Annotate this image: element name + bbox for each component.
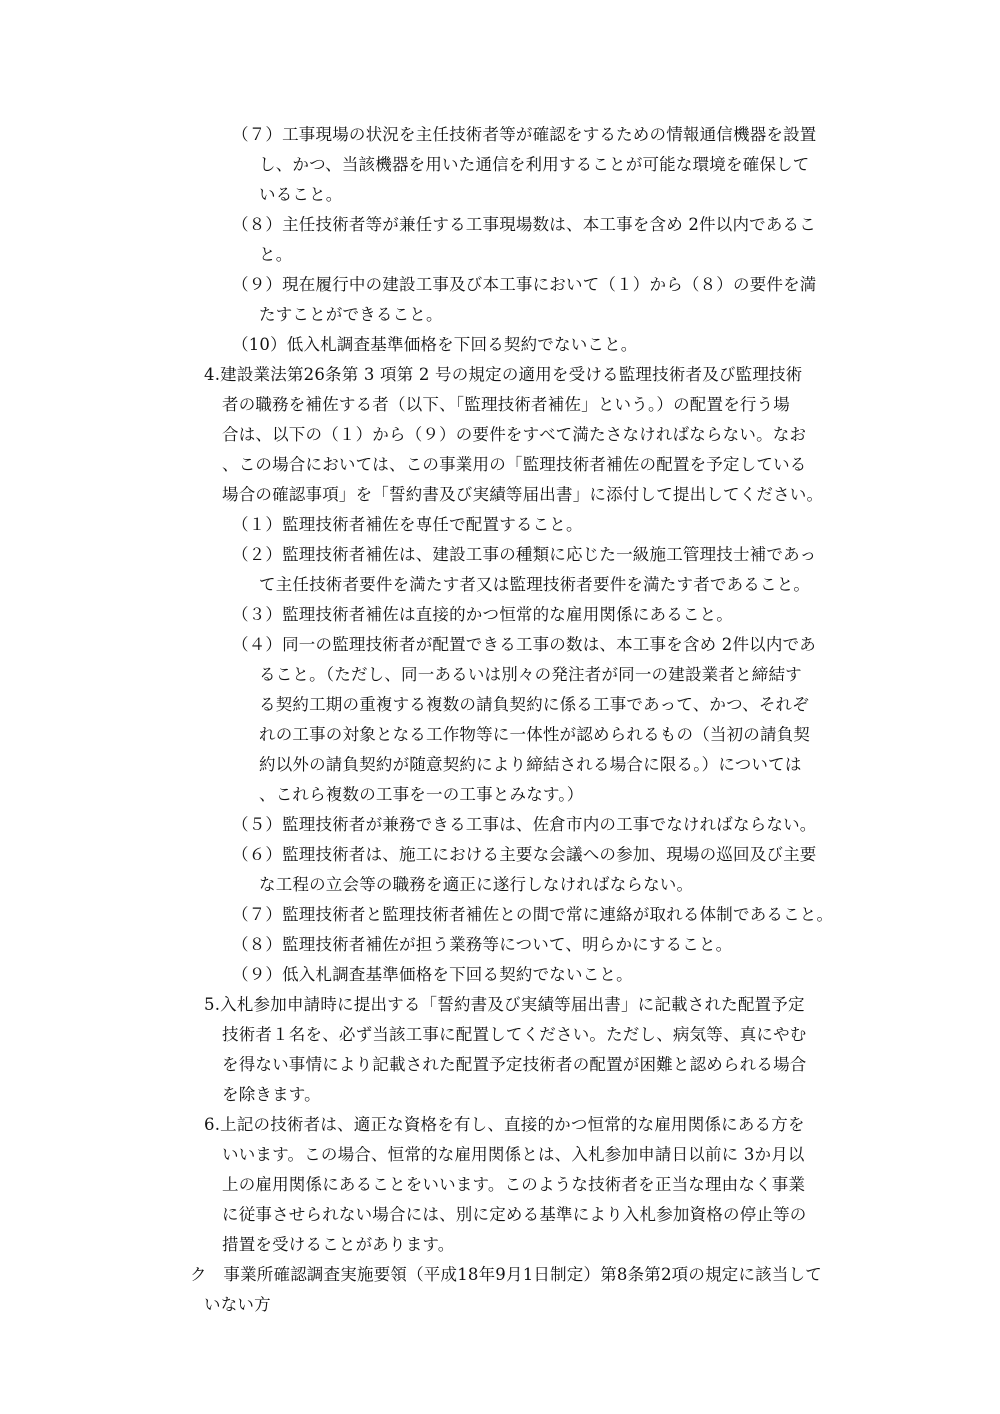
text-line: に従事させられない場合には、別に定める基準により入札参加資格の停止等の — [222, 1205, 807, 1224]
text-line: （７）工事現場の状況を主任技術者等が確認をするための情報通信機器を設置 — [232, 125, 817, 144]
text-line: （３）監理技術者補佐は直接的かつ恒常的な雇用関係にあること。 — [232, 605, 733, 624]
text-line: な工程の立会等の職務を適正に遂行しなければならない。 — [259, 875, 694, 894]
text-line: （９）現在履行中の建設工事及び本工事において（１）から（８）の要件を満 — [232, 275, 817, 294]
text-line: （２）監理技術者補佐は、建設工事の種類に応じた一級施工管理技士補であっ — [232, 545, 817, 564]
text-line: いること。 — [259, 185, 343, 204]
text-line: （10）低入札調査基準価格を下回る契約でないこと。 — [232, 335, 638, 354]
text-line: ク 事業所確認調査実施要領（平成18年9月1日制定）第8条第2項の規定に該当して — [190, 1265, 822, 1284]
text-line: ること。（ただし、同一あるいは別々の発注者が同一の建設業者と締結す — [259, 665, 802, 684]
text-line: 場合の確認事項」を「誓約書及び実績等届出書」に添付して提出してください。 — [222, 485, 824, 504]
text-line: 者の職務を補佐する者（以下、「監理技術者補佐」という。）の配置を行う場 — [222, 395, 790, 414]
text-line: 、この場合においては、この事業用の「監理技術者補佐の配置を予定している — [222, 455, 807, 474]
text-line: て主任技術者要件を満たす者又は監理技術者要件を満たす者であること。 — [259, 575, 811, 594]
text-line: 6.上記の技術者は、適正な資格を有し、直接的かつ恒常的な雇用関係にある方を — [204, 1115, 805, 1134]
text-line: れの工事の対象となる工作物等に一体性が認められるもの（当初の請負契 — [259, 725, 811, 744]
text-line: （６）監理技術者は、施工における主要な会議への参加、現場の巡回及び主要 — [232, 845, 817, 864]
text-line: いない方 — [204, 1295, 271, 1314]
text-line: （８）主任技術者等が兼任する工事現場数は、本工事を含め 2件以内であるこ — [232, 215, 816, 234]
text-line: 、これら複数の工事を一の工事とみなす。） — [259, 785, 584, 804]
text-line: 措置を受けることがあります。 — [222, 1235, 455, 1254]
text-line: （４）同一の監理技術者が配置できる工事の数は、本工事を含め 2件以内であ — [232, 635, 816, 654]
text-line: を除きます。 — [222, 1085, 321, 1104]
text-line: 4.建設業法第26条第 3 項第 2 号の規定の適用を受ける監理技術者及び監理技術 — [204, 365, 803, 384]
text-line: （８）監理技術者補佐が担う業務等について、明らかにすること。 — [232, 935, 733, 954]
text-line: いいます。この場合、恒常的な雇用関係とは、入札参加申請日以前に 3か月以 — [222, 1145, 805, 1164]
text-line: と。 — [259, 245, 293, 264]
text-line: 技術者１名を、必ず当該工事に配置してください。ただし、病気等、真にやむ — [222, 1025, 807, 1044]
text-line: （１）監理技術者補佐を専任で配置すること。 — [232, 515, 583, 534]
text-line: 約以外の請負契約が随意契約により締結される場合に限る。）については — [259, 755, 802, 774]
text-line: （５）監理技術者が兼務できる工事は、佐倉市内の工事でなければならない。 — [232, 815, 817, 834]
text-line: （７）監理技術者と監理技術者補佐との間で常に連絡が取れる体制であること。 — [232, 905, 834, 924]
text-line: を得ない事情により記載された配置予定技術者の配置が困難と認められる場合 — [222, 1055, 807, 1074]
text-line: る契約工期の重複する複数の請負契約に係る工事であって、かつ、それぞ — [259, 695, 809, 714]
text-line: 5.入札参加申請時に提出する「誓約書及び実績等届出書」に記載された配置予定 — [204, 995, 805, 1014]
text-line: 上の雇用関係にあることをいいます。このような技術者を正当な理由なく事業 — [222, 1175, 806, 1194]
text-line: 合は、以下の（１）から（９）の要件をすべて満たさなければならない。なお — [222, 425, 807, 444]
text-line: し、かつ、当該機器を用いた通信を利用することが可能な環境を確保して — [259, 155, 810, 174]
text-line: （９）低入札調査基準価格を下回る契約でないこと。 — [232, 965, 633, 984]
text-line: たすことができること。 — [259, 305, 443, 324]
